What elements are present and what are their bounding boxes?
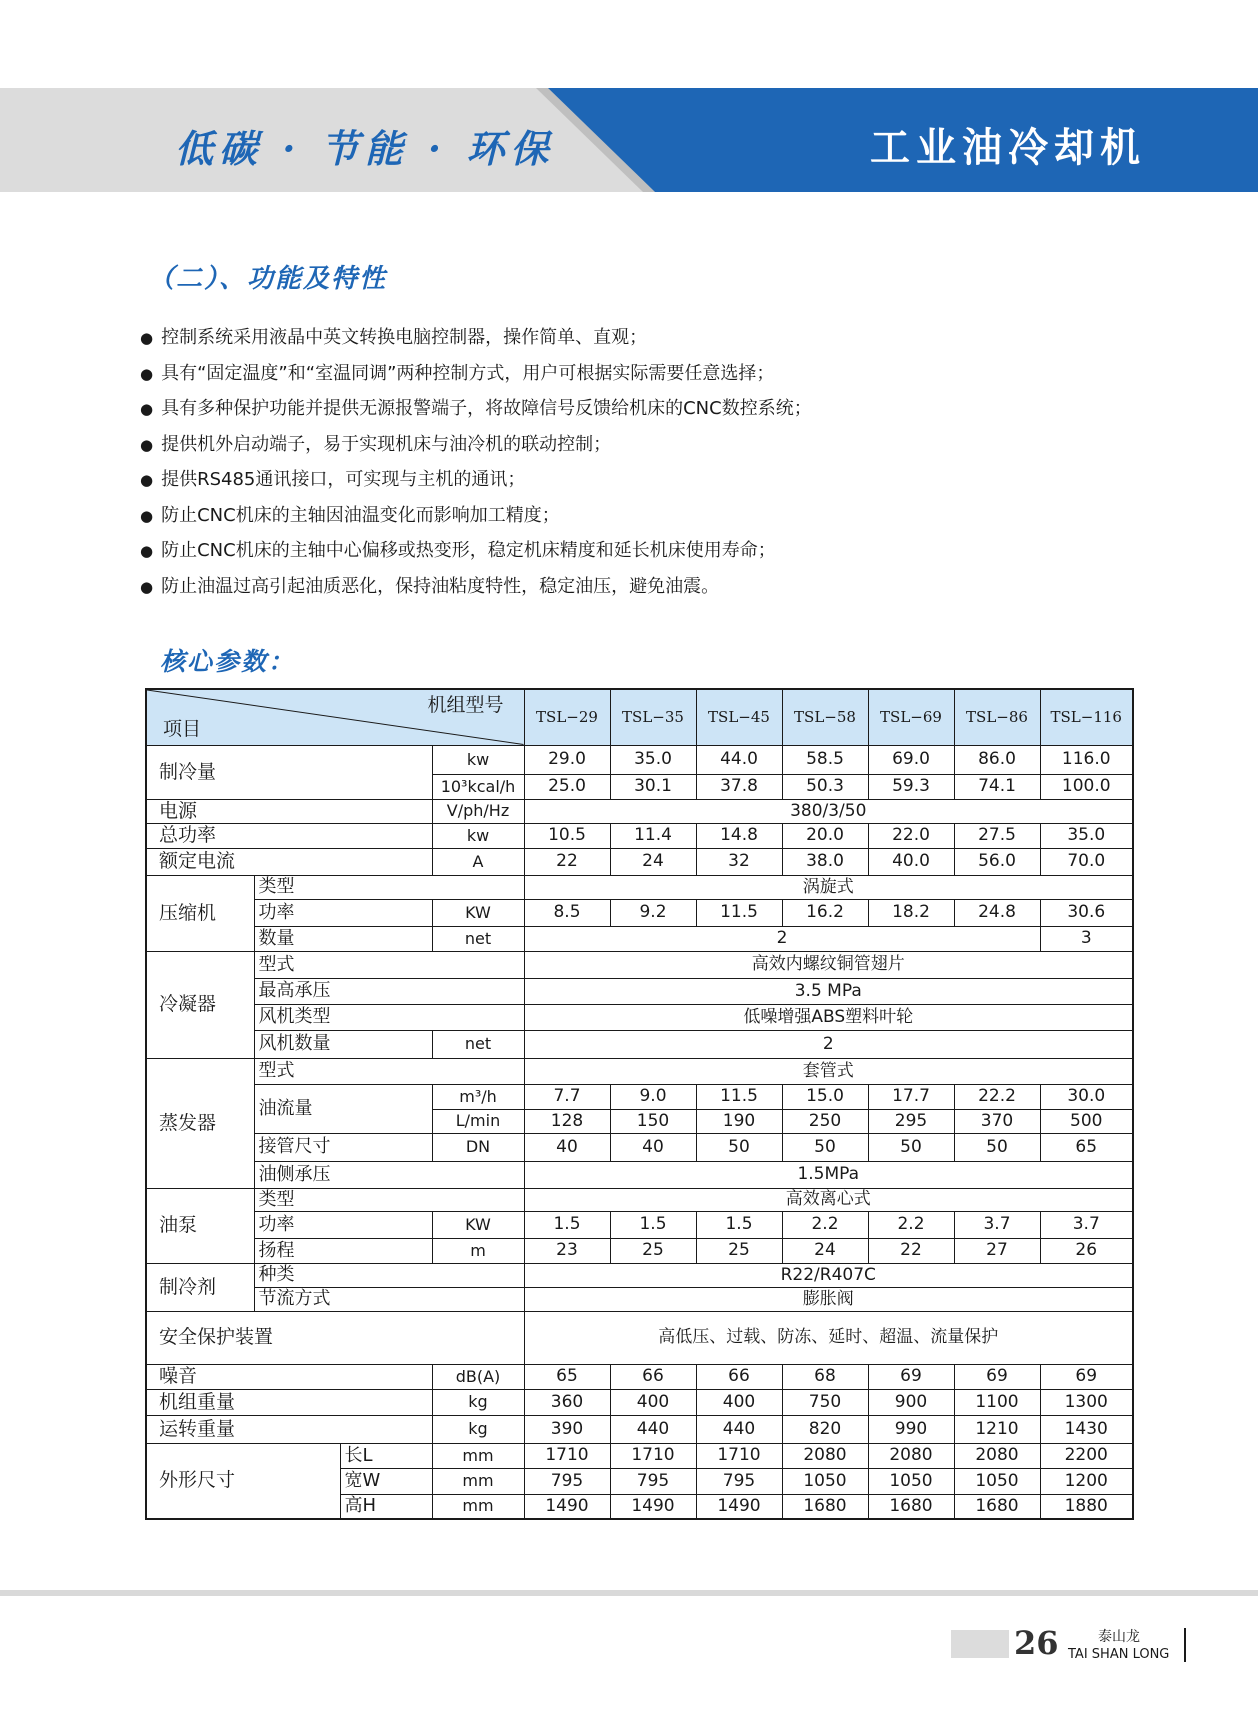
value-cell: 1680 (868, 1494, 954, 1519)
value-cell: 360 (524, 1389, 610, 1415)
core-parameters-title: 核心参数： (160, 647, 296, 676)
value-cell: 440 (696, 1415, 782, 1443)
value-cell: 2.2 (782, 1211, 868, 1238)
value-cell: 14.8 (696, 823, 782, 848)
sub-label: 高H (340, 1494, 432, 1519)
brand-divider (1184, 1628, 1186, 1662)
span-value-cell: 高低压、过载、防冻、延时、超温、流量保护 (524, 1311, 1133, 1364)
value-cell: 22.0 (868, 823, 954, 848)
unit-cell: kg (432, 1415, 524, 1443)
value-cell: 1430 (1040, 1415, 1133, 1443)
span-value-cell: 高效内螺纹铜管翅片 (524, 951, 1133, 978)
unit-cell: mm (432, 1468, 524, 1494)
table-row (146, 1161, 1133, 1188)
table-row (146, 1133, 1133, 1161)
value-cell: 16.2 (782, 899, 868, 926)
sub-label: 类型 (254, 875, 524, 899)
value-cell: 100.0 (1040, 774, 1133, 799)
feature-item: ● 防止油温过高引起油质恶化，保持油粘度特性，稳定油压，避免油震。 (140, 569, 812, 605)
value-cell: 1050 (954, 1468, 1040, 1494)
sub-label: 种类 (254, 1263, 524, 1287)
footer-divider (0, 1590, 1258, 1596)
value-cell: 69 (868, 1364, 954, 1389)
value-cell: 22 (868, 1238, 954, 1263)
value-cell: 66 (610, 1364, 696, 1389)
value-cell: 440 (610, 1415, 696, 1443)
table-row (146, 926, 1133, 951)
row-label: 噪音 (146, 1364, 432, 1389)
table-row (146, 1030, 1133, 1058)
value-cell: 18.2 (868, 899, 954, 926)
value-cell: 1680 (782, 1494, 868, 1519)
table-row (146, 1084, 1133, 1109)
value-cell: 3.7 (1040, 1211, 1133, 1238)
table-row (146, 1263, 1133, 1287)
value-cell: 58.5 (782, 745, 868, 774)
value-cell: 7.7 (524, 1084, 610, 1109)
table-row (146, 1443, 1133, 1468)
unit-cell: KW (432, 1211, 524, 1238)
table-row (146, 848, 1133, 875)
unit-cell: kw (432, 823, 524, 848)
value-cell: 26 (1040, 1238, 1133, 1263)
header-model-label: 机组型号 (427, 694, 504, 716)
value-cell: 30.0 (1040, 1084, 1133, 1109)
value-cell: 86.0 (954, 745, 1040, 774)
value-cell: 2080 (782, 1443, 868, 1468)
value-cell: 900 (868, 1389, 954, 1415)
value-cell: 59.3 (868, 774, 954, 799)
unit-cell: L/min (432, 1109, 524, 1133)
value-cell: 11.5 (696, 1084, 782, 1109)
table-row (146, 1238, 1133, 1263)
value-cell: 1880 (1040, 1494, 1133, 1519)
group-label: 制冷剂 (146, 1263, 254, 1311)
row-label: 总功率 (146, 823, 432, 848)
sub-label: 最高承压 (254, 978, 524, 1004)
table-header-row (146, 689, 1133, 745)
feature-list (140, 320, 812, 604)
page-number-box (951, 1630, 1009, 1658)
sub-label: 功率 (254, 1211, 432, 1238)
span-value-cell: 2 (524, 1030, 1133, 1058)
span-value-cell: 2 (524, 926, 1040, 951)
value-cell: 400 (610, 1389, 696, 1415)
sub-label: 型式 (254, 951, 524, 978)
feature-item: ● 防止CNC机床的主轴中心偏移或热变形，稳定机床精度和延长机床使用寿命； (140, 533, 812, 569)
value-cell: 2.2 (868, 1211, 954, 1238)
table-row (146, 799, 1133, 823)
row-label: 运转重量 (146, 1415, 432, 1443)
value-cell: 500 (1040, 1109, 1133, 1133)
value-cell: 390 (524, 1415, 610, 1443)
value-cell: 69 (1040, 1364, 1133, 1389)
table-row (146, 875, 1133, 899)
value-cell: 68 (782, 1364, 868, 1389)
value-cell: 25 (610, 1238, 696, 1263)
value-cell: 20.0 (782, 823, 868, 848)
value-cell: 3.7 (954, 1211, 1040, 1238)
span-value-cell: 3.5 MPa (524, 978, 1133, 1004)
feature-item: ● 具有多种保护功能并提供无源报警端子，将故障信号反馈给机床的CNC数控系统； (140, 391, 812, 427)
value-cell: 38.0 (782, 848, 868, 875)
value-cell: 295 (868, 1109, 954, 1133)
sub-label: 数量 (254, 926, 432, 951)
row-label: 机组重量 (146, 1389, 432, 1415)
model-header-cell: TSL−116 (1040, 689, 1133, 745)
sub-label: 类型 (254, 1188, 524, 1211)
row-label: 制冷量 (146, 745, 432, 799)
sub-label: 型式 (254, 1058, 524, 1084)
header-corner-cell (146, 689, 524, 745)
value-cell: 820 (782, 1415, 868, 1443)
value-cell: 3 (1040, 926, 1133, 951)
value-cell: 128 (524, 1109, 610, 1133)
brand-name-cn: 泰山龙 (1098, 1629, 1140, 1645)
sub-label: 扬程 (254, 1238, 432, 1263)
value-cell: 25.0 (524, 774, 610, 799)
value-cell: 24.8 (954, 899, 1040, 926)
model-header-cell: TSL−69 (868, 689, 954, 745)
value-cell: 50 (696, 1133, 782, 1161)
sub-label: 风机类型 (254, 1004, 524, 1030)
model-header-cell: TSL−45 (696, 689, 782, 745)
value-cell: 65 (1040, 1133, 1133, 1161)
value-cell: 35.0 (1040, 823, 1133, 848)
sub-label: 功率 (254, 899, 432, 926)
value-cell: 1050 (868, 1468, 954, 1494)
value-cell: 17.7 (868, 1084, 954, 1109)
value-cell: 1490 (524, 1494, 610, 1519)
unit-cell: net (432, 1030, 524, 1058)
row-label: 额定电流 (146, 848, 432, 875)
table-row (146, 1004, 1133, 1030)
unit-cell: mm (432, 1443, 524, 1468)
model-header-cell: TSL−58 (782, 689, 868, 745)
value-cell: 2080 (868, 1443, 954, 1468)
table-row (146, 978, 1133, 1004)
span-value-cell: 套管式 (524, 1058, 1133, 1084)
unit-cell: m³/h (432, 1084, 524, 1109)
slogan: 低碳 · 节能 · 环保 (175, 126, 555, 171)
value-cell: 11.5 (696, 899, 782, 926)
value-cell: 11.4 (610, 823, 696, 848)
group-label: 蒸发器 (146, 1058, 254, 1188)
row-label: 安全保护装置 (146, 1311, 524, 1364)
unit-cell: DN (432, 1133, 524, 1161)
table-row (146, 1188, 1133, 1211)
group-label: 压缩机 (146, 875, 254, 951)
value-cell: 9.0 (610, 1084, 696, 1109)
value-cell: 1680 (954, 1494, 1040, 1519)
table-row (146, 745, 1133, 774)
value-cell: 22 (524, 848, 610, 875)
value-cell: 23 (524, 1238, 610, 1263)
sub-label: 长L (340, 1443, 432, 1468)
value-cell: 22.2 (954, 1084, 1040, 1109)
value-cell: 27 (954, 1238, 1040, 1263)
value-cell: 1710 (610, 1443, 696, 1468)
value-cell: 990 (868, 1415, 954, 1443)
value-cell: 44.0 (696, 745, 782, 774)
value-cell: 50 (954, 1133, 1040, 1161)
span-value-cell: 1.5MPa (524, 1161, 1133, 1188)
value-cell: 250 (782, 1109, 868, 1133)
value-cell: 116.0 (1040, 745, 1133, 774)
value-cell: 750 (782, 1389, 868, 1415)
span-value-cell: R22/R407C (524, 1263, 1133, 1287)
value-cell: 370 (954, 1109, 1040, 1133)
table-row (146, 1211, 1133, 1238)
value-cell: 1.5 (524, 1211, 610, 1238)
value-cell: 1050 (782, 1468, 868, 1494)
value-cell: 30.6 (1040, 899, 1133, 926)
unit-cell: m (432, 1238, 524, 1263)
unit-cell: V/ph/Hz (432, 799, 524, 823)
unit-cell: 10³kcal/h (432, 774, 524, 799)
model-header-cell: TSL−86 (954, 689, 1040, 745)
feature-item: ● 提供机外启动端子，易于实现机床与油冷机的联动控制； (140, 427, 812, 463)
span-value-cell: 涡旋式 (524, 875, 1133, 899)
section-title: （二）、功能及特性 (148, 264, 388, 294)
value-cell: 8.5 (524, 899, 610, 926)
feature-item: ● 提供RS485通讯接口，可实现与主机的通讯； (140, 462, 812, 498)
unit-cell: KW (432, 899, 524, 926)
value-cell: 190 (696, 1109, 782, 1133)
value-cell: 2080 (954, 1443, 1040, 1468)
unit-cell: A (432, 848, 524, 875)
value-cell: 150 (610, 1109, 696, 1133)
feature-item: ● 控制系统采用液晶中英文转换电脑控制器，操作简单、直观； (140, 320, 812, 356)
value-cell: 50 (782, 1133, 868, 1161)
table-row (146, 1415, 1133, 1443)
value-cell: 795 (524, 1468, 610, 1494)
value-cell: 40.0 (868, 848, 954, 875)
sub-label: 接管尺寸 (254, 1133, 432, 1161)
value-cell: 29.0 (524, 745, 610, 774)
model-header-cell: TSL−35 (610, 689, 696, 745)
value-cell: 1210 (954, 1415, 1040, 1443)
table-row (146, 899, 1133, 926)
model-header-cell: TSL−29 (524, 689, 610, 745)
group-label: 外形尺寸 (146, 1443, 340, 1519)
spec-table (145, 688, 1134, 1520)
table-row (146, 1058, 1133, 1084)
span-value-cell: 高效离心式 (524, 1188, 1133, 1211)
unit-cell: net (432, 926, 524, 951)
value-cell: 50.3 (782, 774, 868, 799)
feature-item: ● 具有“固定温度”和“室温同调”两种控制方式，用户可根据实际需要任意选择； (140, 356, 812, 392)
value-cell: 10.5 (524, 823, 610, 848)
sub-label: 油流量 (254, 1084, 432, 1133)
value-cell: 9.2 (610, 899, 696, 926)
value-cell: 69.0 (868, 745, 954, 774)
value-cell: 25 (696, 1238, 782, 1263)
value-cell: 70.0 (1040, 848, 1133, 875)
unit-cell: dB(A) (432, 1364, 524, 1389)
header-item-label: 项目 (163, 717, 202, 740)
value-cell: 74.1 (954, 774, 1040, 799)
value-cell: 40 (610, 1133, 696, 1161)
value-cell: 1.5 (610, 1211, 696, 1238)
table-row (146, 1364, 1133, 1389)
value-cell: 1710 (696, 1443, 782, 1468)
sub-label: 油侧承压 (254, 1161, 524, 1188)
value-cell: 1.5 (696, 1211, 782, 1238)
sub-label: 宽W (340, 1468, 432, 1494)
group-label: 冷凝器 (146, 951, 254, 1058)
table-row (146, 823, 1133, 848)
value-cell: 1490 (610, 1494, 696, 1519)
sub-label: 风机数量 (254, 1030, 432, 1058)
unit-cell: mm (432, 1494, 524, 1519)
value-cell: 1710 (524, 1443, 610, 1468)
value-cell: 56.0 (954, 848, 1040, 875)
row-label: 电源 (146, 799, 432, 823)
value-cell: 65 (524, 1364, 610, 1389)
value-cell: 40 (524, 1133, 610, 1161)
span-value-cell: 380/3/50 (524, 799, 1133, 823)
value-cell: 30.1 (610, 774, 696, 799)
value-cell: 2200 (1040, 1443, 1133, 1468)
brand-name-en: TAI SHAN LONG (1068, 1647, 1170, 1662)
value-cell: 400 (696, 1389, 782, 1415)
feature-item: ● 防止CNC机床的主轴因油温变化而影响加工精度； (140, 498, 812, 534)
value-cell: 50 (868, 1133, 954, 1161)
value-cell: 795 (610, 1468, 696, 1494)
sub-label: 节流方式 (254, 1287, 524, 1311)
value-cell: 35.0 (610, 745, 696, 774)
table-row (146, 1287, 1133, 1311)
value-cell: 1100 (954, 1389, 1040, 1415)
value-cell: 1300 (1040, 1389, 1133, 1415)
value-cell: 24 (782, 1238, 868, 1263)
value-cell: 15.0 (782, 1084, 868, 1109)
value-cell: 1490 (696, 1494, 782, 1519)
unit-cell: kw (432, 745, 524, 774)
span-value-cell: 低噪增强ABS塑料叶轮 (524, 1004, 1133, 1030)
value-cell: 1200 (1040, 1468, 1133, 1494)
value-cell: 27.5 (954, 823, 1040, 848)
page-number: 26 (1014, 1624, 1059, 1662)
group-label: 油泵 (146, 1188, 254, 1263)
value-cell: 37.8 (696, 774, 782, 799)
value-cell: 69 (954, 1364, 1040, 1389)
value-cell: 24 (610, 848, 696, 875)
top-banner (0, 88, 1258, 192)
table-row (146, 1389, 1133, 1415)
product-title: 工业油冷却机 (870, 124, 1146, 171)
table-row (146, 1311, 1133, 1364)
table-row (146, 951, 1133, 978)
value-cell: 66 (696, 1364, 782, 1389)
value-cell: 795 (696, 1468, 782, 1494)
span-value-cell: 膨胀阀 (524, 1287, 1133, 1311)
unit-cell: kg (432, 1389, 524, 1415)
value-cell: 32 (696, 848, 782, 875)
